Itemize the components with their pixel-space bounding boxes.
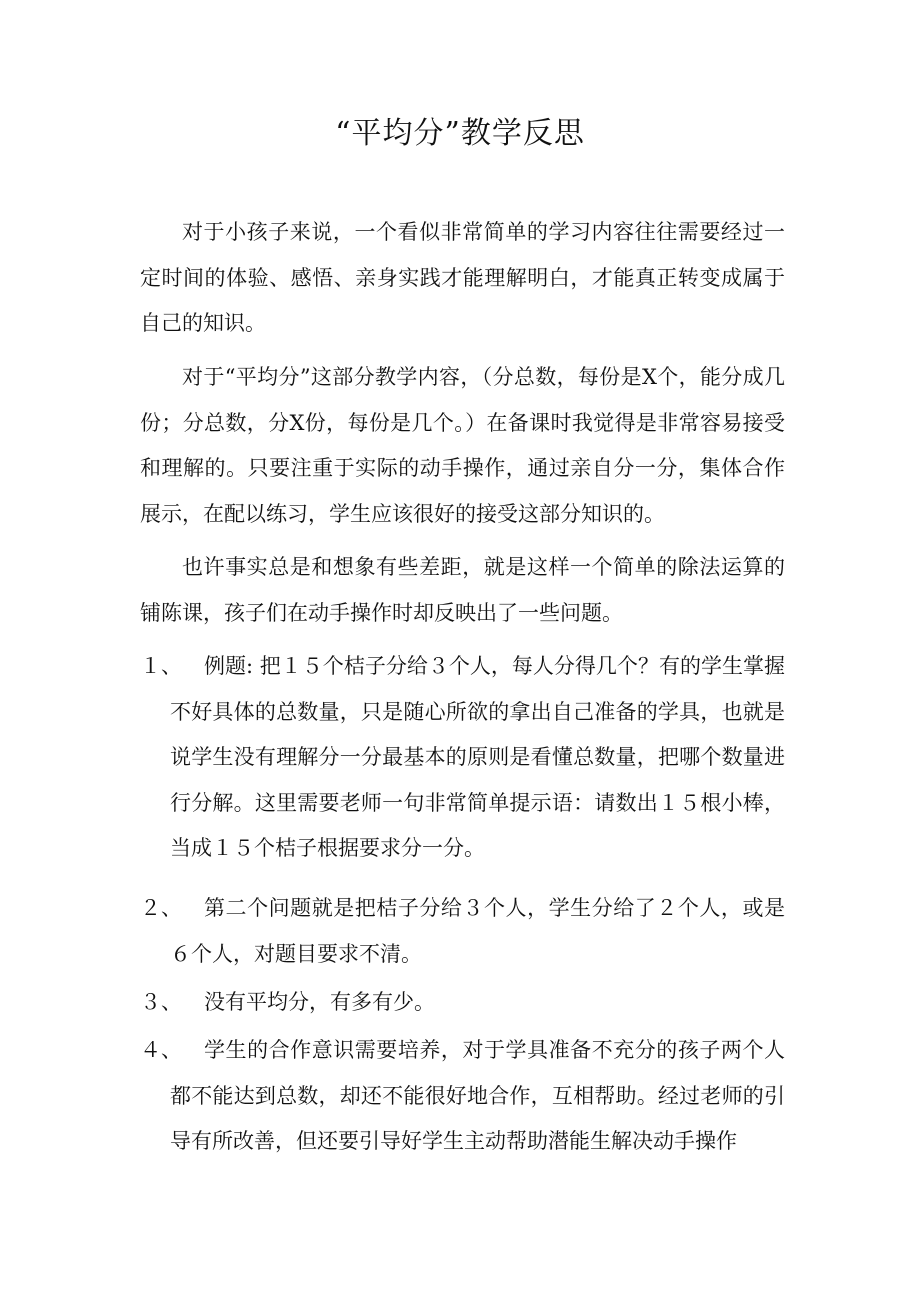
list-item-text: 例题: 把１５个桔子分给３个人，每人分得几个？有的学生掌握不好具体的总数量，只是随心所欲的拿出自己准备的学具，也就是说学生没有理解分一分最基本的原则是看懂总数量，把哪个数量进行分解。这里需要老师一句非常简单提示语：请数出１５根小棒，当成１５个桔子根据要求分一分。 <box>170 654 785 860</box>
list-item <box>140 980 785 1026</box>
paragraph-content: 对于“平均分”这部分教学内容，（分总数，每份是X个，能分成几份；分总数，分X份，每份是几个。）在备课时我觉得是非常容易接受和理解的。只要注重于实际的动手操作，通过亲自分一分，集体合作展示，在配以练习，学生应该很好的接受这部分知识的。 <box>140 365 785 526</box>
list-item-number: ３、 <box>140 990 182 1014</box>
list-item-number: ２、 <box>140 896 182 920</box>
list-item-text: 没有平均分，有多有少。 <box>204 990 435 1014</box>
list-item-number: １、 <box>140 654 182 678</box>
paragraph-problems: 也许事实总是和想象有些差距，就是这样一个简单的除法运算的铺陈课，孩子们在动手操作时却反映出了一些问题。 <box>140 555 785 625</box>
list-item-text: 学生的合作意识需要培养，对于学具准备不充分的孩子两个人都不能达到总数，却还不能很好地合作，互相帮助。经过老师的引导有所改善，但还要引导好学生主动帮助潜能生解决动手操作 <box>170 1038 785 1153</box>
list-item <box>140 886 785 977</box>
document-title: “平均分”教学反思 <box>335 116 585 151</box>
list-item-text: 第二个问题就是把桔子分给３个人，学生分给了２个人，或是６个人，对题目要求不清。 <box>170 896 785 966</box>
list-item-number: ４、 <box>140 1038 182 1062</box>
list-item <box>140 1028 785 1165</box>
paragraph-intro: 对于小孩子来说，一个看似非常简单的学习内容往往需要经过一定时间的体验、感悟、亲身实践才能理解明白，才能真正转变成属于自己的知识。 <box>140 220 785 335</box>
list-item <box>140 644 785 872</box>
